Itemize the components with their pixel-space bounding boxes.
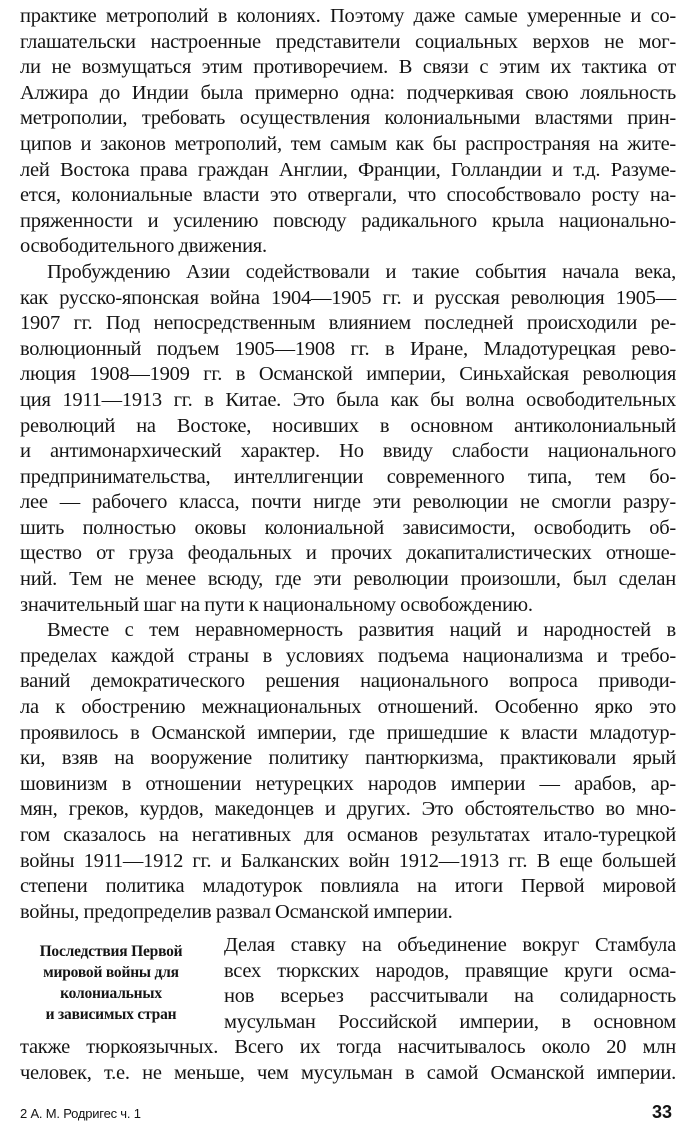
text-line: волюционный подъем 1905—1908 гг. в Иране, Младотурецкая рево- <box>20 337 676 360</box>
text-line: и антимонархический характер. Но ввиду слабости национального <box>20 440 676 463</box>
text-line: революций на Востоке, носивших в основном антиколониальный <box>20 414 676 437</box>
text-line: мусульман Российской империи, в основном <box>224 1010 676 1033</box>
text-line: люция 1908—1909 гг. в Османской империи, Синьхайская революция <box>20 363 676 386</box>
text-line: освободительного движения. <box>20 235 267 258</box>
margin-heading-line: мировой войны для <box>43 964 179 981</box>
margin-heading-line: и зависимых стран <box>45 1006 177 1023</box>
text-line: ний. Тем не менее всюду, где эти революции произошли, был сделан <box>20 568 676 591</box>
text-line: глашательски настроенные представители социальных верхов не мог- <box>20 30 676 53</box>
body-text <box>20 4 676 925</box>
text-line: шовинизм в отношении нетурецких народов империи — арабов, ар- <box>20 772 676 795</box>
text-line: гом сказалось на негативных для османов результатах итало-турецкой <box>20 824 676 846</box>
text-line: ция 1911—1913 гг. в Китае. Это была как бы волна освободительных <box>20 388 676 411</box>
text-line: щество от груза феодальных и прочих докапиталистических отноше- <box>20 542 676 565</box>
paragraph-4-full <box>20 1035 676 1086</box>
text-line: ется, колониальные власти это отвергали, что способствовало росту на- <box>20 184 676 207</box>
text-line: Пробуждению Азии содействовали и такие события начала века, <box>47 260 676 283</box>
margin-heading-line: Последствия Первой <box>39 943 183 960</box>
text-line: значительный шаг на пути к национальному освобождению. <box>20 593 533 616</box>
margin-heading-line: колониальных <box>60 985 162 1002</box>
text-line: нов всерьез рассчитывали на солидарность <box>224 985 676 1008</box>
paragraph-4-wrapped <box>224 933 676 1035</box>
page-number: 33 <box>651 1102 672 1122</box>
text-line: ципов и законов метрополий, тем самым как бы распространяя на жите- <box>20 132 676 155</box>
text-line: Алжира до Индии была примерно одна: подчеркивая свою лояльность <box>20 81 676 104</box>
text-line: метрополии, требовать осуществления колониальными властями прин- <box>20 107 676 130</box>
text-line: ки, взяв на вооружение политику пантюркизма, практиковали ярый <box>20 747 676 770</box>
text-line: степени политика младотурок повлияла на итоги Первой мировой <box>20 875 676 898</box>
text-line: Вместе с тем неравномерность развития наций и народностей в <box>47 619 676 642</box>
text-line: как русско-японская война 1904—1905 гг. и русская революция 1905— <box>20 286 676 309</box>
text-line: предпринимательства, интеллигенции современного типа, тем бо- <box>20 465 676 488</box>
text-line: всех тюркских народов, правящие круги осма- <box>224 959 676 982</box>
text-line: лее — рабочего класса, почти нигде эти революции не смогли разру- <box>20 491 676 514</box>
text-line: лей Востока права граждан Англии, Франции, Голландии и т.д. Разуме- <box>20 158 676 181</box>
text-line: мян, греков, курдов, македонцев и других. Это обстоятельство во мно- <box>20 798 676 821</box>
text-line: проявилось в Османской империи, где пришедшие к власти младотур- <box>20 721 676 744</box>
text-line: войны, предопределив развал Османской империи. <box>20 900 453 923</box>
printer-signature: 2 А. М. Родригес ч. 1 <box>20 1106 141 1121</box>
text-line: 1907 гг. Под непосредственным влиянием последней происходили ре- <box>20 312 676 335</box>
text-line: ли не возмущаться этим противоречием. В связи с этим их тактика от <box>20 56 676 79</box>
text-line: человек, т.е. не меньше, чем мусульман в самой Османской империи. <box>20 1061 676 1084</box>
text-line: также тюркоязычных. Всего их тогда насчитывалось около 20 млн <box>20 1036 676 1058</box>
paragraph-2 <box>20 260 676 618</box>
text-line: ла к обострению межнациональных отношений. Особенно ярко это <box>20 696 676 719</box>
page-footer <box>20 1102 676 1126</box>
text-line: ваний демократического решения национального вопроса приводи- <box>20 670 676 693</box>
paragraph-1 <box>20 4 676 260</box>
text-line: пределах каждой страны в условиях подъема национализма и требо- <box>20 644 676 667</box>
text-line: шить полностью оковы колониальной зависимости, освободить об- <box>20 516 676 539</box>
margin-heading <box>20 941 202 1025</box>
text-line: войны 1911—1912 гг. и Балканских войн 1912—1913 гг. В еще большей <box>20 849 676 872</box>
paragraph-3 <box>20 618 676 925</box>
text-line: практике метрополий в колониях. Поэтому даже самые умеренные и со- <box>20 5 676 27</box>
text-line: пряженности и усилению повсюду радикального крыла национально- <box>20 209 676 232</box>
text-line: Делая ставку на объединение вокруг Стамбула <box>224 934 676 956</box>
